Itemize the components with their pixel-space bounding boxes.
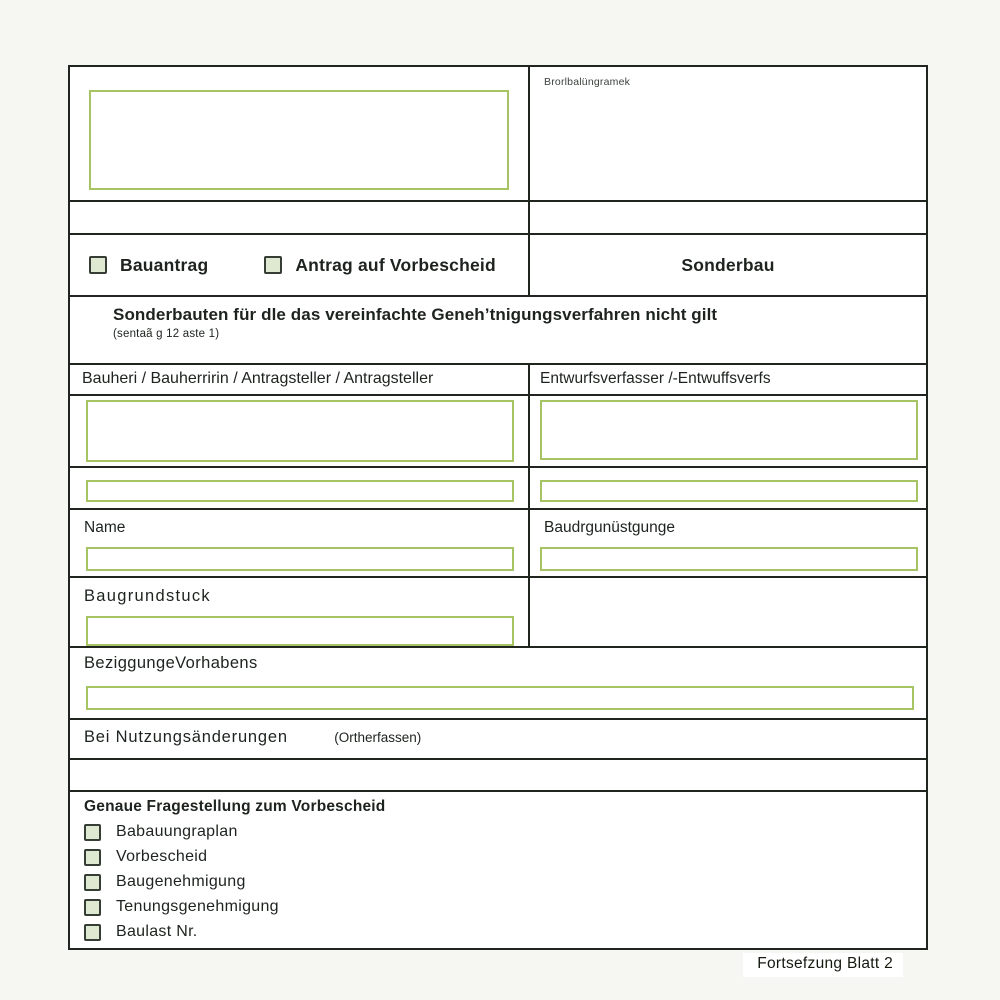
- bauherr-extra-cell: [70, 468, 530, 508]
- name-input[interactable]: [86, 547, 514, 571]
- vorbescheid-checkbox[interactable]: [264, 256, 282, 274]
- checklist-item-label: Baugenehmigung: [116, 873, 246, 890]
- checklist-item[interactable]: [84, 898, 912, 916]
- nutzung-note: (Ortherfassen): [334, 730, 422, 745]
- bauantrag-label: Bauantrag: [120, 254, 209, 275]
- party-address-row: [70, 396, 926, 468]
- entwurfsverfasser-address-cell: [530, 396, 926, 466]
- party-extra-row: [70, 468, 926, 510]
- entwurfsverfasser-label: Entwurfsverfasser /-Entwuffsverfs: [540, 370, 771, 387]
- building-application-form: [68, 65, 928, 950]
- checklist-item-label: Baulast Nr.: [116, 923, 198, 940]
- bezeichnung-label: BeziggungeVorhabens: [84, 654, 258, 672]
- bauantrag-checkbox[interactable]: [89, 256, 107, 274]
- header-right-cell: [530, 67, 926, 200]
- checklist-item-label: Vorbescheid: [116, 848, 208, 865]
- baudrgunuestgunge-label: Baudrgunüstgunge: [544, 519, 676, 536]
- name-cell: [70, 510, 530, 576]
- application-type-options: [70, 235, 530, 295]
- vorbescheid-option-label: Antrag auf Vorbescheid: [295, 254, 496, 275]
- vorbescheid-option[interactable]: [264, 255, 496, 276]
- vorbescheid-section-title: Genaue Fragestellung zum Vorbescheid: [84, 798, 386, 815]
- entwurfsverfasser-extra-input[interactable]: [540, 480, 918, 502]
- babauungraplan-checkbox[interactable]: [84, 824, 101, 841]
- sonderbau-label: Sonderbau: [681, 254, 775, 275]
- checklist-item-label: Babauungraplan: [116, 823, 238, 840]
- checklist-item[interactable]: [84, 923, 912, 941]
- name-row: [70, 510, 926, 578]
- bezeichnung-row: [70, 648, 926, 720]
- baulast-checkbox[interactable]: [84, 924, 101, 941]
- spacer-row-top: [70, 202, 926, 235]
- checklist-item[interactable]: [84, 848, 912, 866]
- header-left-cell: [70, 67, 530, 200]
- vorbescheid-item-checkbox[interactable]: [84, 849, 101, 866]
- continuation-note: Fortsefzung Blatt 2: [743, 953, 903, 977]
- sonderbauten-note-row: [70, 297, 926, 365]
- entwurfsverfasser-extra-cell: [530, 468, 926, 508]
- tenungsgenehmigung-checkbox[interactable]: [84, 899, 101, 916]
- baudrgunuestgunge-input[interactable]: [540, 547, 918, 571]
- header-row: [70, 67, 926, 202]
- baudrgunuestgunge-cell: [530, 510, 926, 576]
- name-label: Name: [84, 519, 126, 536]
- baugrundstueck-empty-cell: [530, 578, 926, 646]
- baugrundstueck-row: [70, 578, 926, 648]
- checklist-item-label: Tenungsgenehmigung: [116, 898, 279, 915]
- spacer-right-cell: [530, 202, 926, 233]
- checklist-item[interactable]: [84, 873, 912, 891]
- bauherr-extra-input[interactable]: [86, 480, 514, 502]
- application-type-row: [70, 235, 926, 297]
- header-note: Brorlbalüngramek: [544, 76, 631, 88]
- sonderbauten-subtitle: (sentaã g 12 aste 1): [113, 328, 220, 340]
- sonderbau-cell: [530, 235, 926, 295]
- vorbescheid-section: [70, 792, 926, 948]
- baugrundstueck-input[interactable]: [86, 616, 514, 646]
- baugrundstueck-cell: [70, 578, 530, 646]
- sonderbauten-title: Sonderbauten für dle das vereinfachte Geneh’tnigungsverfahren nicht gilt: [113, 305, 718, 324]
- spacer-left-cell: [70, 202, 530, 233]
- bauherr-address-input[interactable]: [86, 400, 514, 462]
- header-stamp-input[interactable]: [89, 90, 509, 190]
- bauherr-address-cell: [70, 396, 530, 466]
- baugrundstueck-label: Baugrundstuck: [84, 587, 211, 605]
- nutzung-label: Bei Nutzungsänderungen: [84, 728, 288, 746]
- nutzung-row: [70, 720, 926, 760]
- party-labels-row: [70, 365, 926, 396]
- bauantrag-option[interactable]: [89, 255, 208, 276]
- checklist-item[interactable]: [84, 823, 912, 841]
- bauherr-label: Bauheri / Bauherririn / Antragsteller / Antragsteller: [70, 365, 530, 394]
- entwurfsverfasser-address-input[interactable]: [540, 400, 918, 460]
- baugenehmigung-checkbox[interactable]: [84, 874, 101, 891]
- spacer-row-bottom: [70, 760, 926, 792]
- bezeichnung-input[interactable]: [86, 686, 914, 710]
